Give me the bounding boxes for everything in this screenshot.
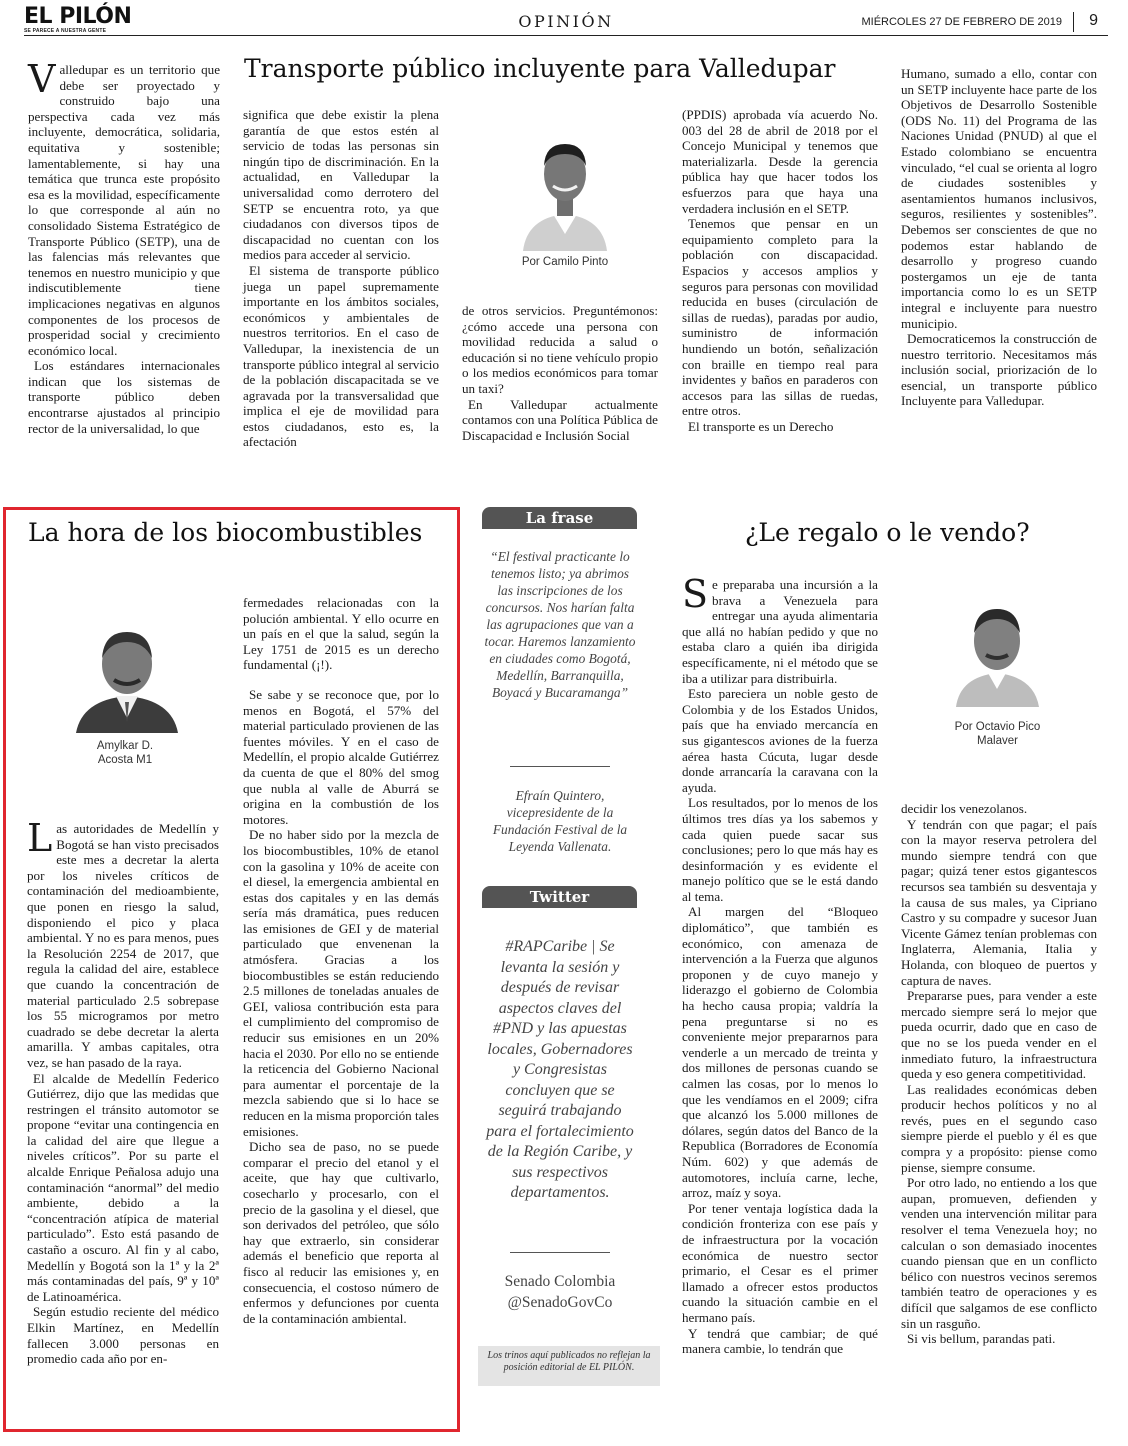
paragraph: Dicho sea de paso, no se puede comparar el precio del etanol y el aceite, que hay que cultivarlo, cosecharlo y procesarlo, con el precio de la gasolina y el diesel, que son derivados del petróleo, que sólo hay que extraerlo, sin considerar además el beneficio que reporta al fisco al reducir las emisiones y, en consecuencia, el costoso número de enfermos y defunciones por cuenta de la contaminación ambiental. xyxy=(243,1139,439,1326)
author-name-line2: Acosta M1 xyxy=(97,754,153,766)
paragraph: Si vis bellum, parandas pati. xyxy=(907,1331,1056,1347)
dropcap: S xyxy=(682,572,709,616)
paragraph: as autoridades de Medellín y Bogotá se han visto precisados este mes a decretar la alerta por los niveles críticos de contaminación del medioambiente, que ponen en riesgo la salud, disponiendo el pico y placa ambiental. Y no es para menos, pues la Resolución 2254 de 2017, que regula la calidad del aire, establece que cuando la concentración de material particulado 2.5 sobrepase los 55 microgramos por metro cuadrado se debe decretar la alerta amarilla. Y ambas capitales, otra vez, se han pasado de la raya. xyxy=(27,821,219,1070)
article3-column-1 xyxy=(682,572,878,1357)
featured-tweet: #RAPCaribe | Se levanta la sesión y después de revisar aspectos claves del #PND y las apuestas locales, Gobernadores y Congresistas concluyen que se seguirá trabajando para el fortalecimiento de la Región Caribe, y sus respectivos departamentos. xyxy=(486,938,634,1201)
paragraph: fermedades relacionadas con la polución ambiental. Y ello ocurre en un país en el que la salud, según la Ley 1751 de 2015 es un derecho fundamental (¡!). xyxy=(243,595,439,673)
paragraph: e preparaba una incursión a la brava a Venezuela para entregar una ayuda alimentaria que allá no habían pedido y que no estaba claro a quién iba dirigida específicamente, ni el método que se iba a utilizar para distribuirla. xyxy=(682,577,878,686)
paragraph: (PPDIS) aprobada vía acuerdo No. 003 del 28 de abril de 2018 por el Concejo Municipal y tenemos que materializarla. Desde la gerencia pública hay que hacer todos los esfuerzos para que haya una verdadera inclusión en el SETP. xyxy=(682,107,878,216)
paragraph: Y tendrá que cambiar; de qué manera cambie, lo tendrán que xyxy=(682,1325,878,1357)
paragraph: El alcalde de Medellín Federico Gutiérrez, dijo que las medidas que restringen el tránsito automotor se propone “evitar una contingencia en la calidad del aire que llegue a niveles críticos”. Por su parte el alcalde Enrique Peñalosa adujo una contaminación “anormal” del medio ambiente, debido a la “concentración atípica de material particulado”. Esto está pasando de castaño a oscuro. Al fin y al cabo, Medellín y Bogotá son la 1ª y la 2ª más contaminadas del país, 9ª y 10ª de Latinoamérica. xyxy=(27,1070,219,1304)
author-portrait-icon xyxy=(72,618,182,733)
featured-quote: “El festival practicante lo tenemos listo; ya abrimos las inscripciones de los concursos. Nos harían falta las agrupaciones que van a tocar. Haremos lanzamiento en ciudades como Bogotá, Medellín, Barranquilla, Boyacá y Bucaramanga” xyxy=(484,549,636,700)
author-photo-octavio-pico xyxy=(950,597,1045,707)
editorial-disclaimer: Los trinos aquí publicados no reflejan la posición editorial de EL PILÓN. xyxy=(478,1346,660,1386)
tweet-author: Senado Colombia xyxy=(504,1273,616,1290)
paragraph: El transporte es un Derecho xyxy=(688,418,834,434)
article1-column-5 xyxy=(901,66,1097,409)
paragraph: Según estudio reciente del médico Elkin Martínez, en Medellín fallecen 3.000 personas en promedio cada año por en- xyxy=(27,1304,219,1367)
author-name-line1: Por Octavio Pico xyxy=(954,721,1041,733)
article-title-biocombustibles: La hora de los biocombustibles xyxy=(28,518,423,547)
author-byline xyxy=(940,720,1055,748)
paragraph: Las realidades económicas deben producir hechos políticos y no al revés, pues en el segundo caso siempre pierde el pueblo y él es que compra y a propósito: piense como piense, siempre consume. xyxy=(901,1081,1097,1175)
paragraph: En Valledupar actualmente contamos con una Política Pública de Discapacidad e Inclusión Social xyxy=(462,396,658,443)
paragraph: Prepararse pues, para vender a este mercado siempre será lo mejor que pueda ocurrir, dado que en caso de que no se los pueda vender en el inmediato futuro, la infraestructura queda y eso genera competitividad. xyxy=(901,988,1097,1082)
tweet-handle: @SenadoGovCo xyxy=(507,1294,613,1311)
article1-column-1 xyxy=(28,57,220,436)
author-portrait-icon xyxy=(950,597,1045,707)
paragraph: Humano, sumado a ello, contar con un SETP incluyente hace parte de los Objetivos de Desarrollo Sostenible (ODS No. 11) del Programa de las Naciones Unidad (PNUD) al que el Estado colombiano se encuentra vinculado, “el cual se orienta al logro de ciudades sostenibles y asentamientos humanos inclusivos, seguros, resilientes y sostenibles”. Debemos ser conscientes de que no podemos estar hablando de desarrollo y progreso cuando postergamos un eje de tanta importancia como lo es un SETP integral e incluyente para nuestro municipio. xyxy=(901,66,1097,331)
paragraph: Tenemos que pensar en un equipamiento completo para la población con discapacidad. Espacios y accesos amplios y seguros para personas con movilidad reducida en buses (circulación de sillas de ruedas), paradas por audio, suministro de información hundiendo un botón, señalización con braille en tiempo real para invidentes y baños en paraderos con accesos para las sillas de ruedas, entre otros. xyxy=(682,216,878,419)
dropcap: V xyxy=(28,57,56,101)
paragraph: Al margen del “Bloqueo diplomático”, que también es económico, con amenaza de intervención a la Fuerza que algunos proponen y de cuyo manejo y liderazgo el gobierno de Colombia ha hecho causa propia; valdría la pena preguntarse si no es conveniente mejor prepararnos para venderle a un mercado de treinta y dos millones de personas cuando se calmen las cosas, por lo menos lo que les vendíamos en el 2009; cifra que alcanzó los 5.000 millones de dólares, según datos del Banco de la Republica (Borradores de Economía Núm. 602) y que además de automotores, incluía carne, leche, arroz, maíz y soya. xyxy=(682,904,878,1201)
article2-column-2 xyxy=(243,595,439,1326)
section-title: OPINIÓN xyxy=(518,12,614,31)
article2-column-1 xyxy=(27,816,219,1367)
logo-tagline: SE PARECE A NUESTRA GENTE xyxy=(24,28,107,34)
author-photo-camilo-pinto xyxy=(515,126,615,251)
paragraph: alledupar es un territorio que debe ser proyectado y construido bajo una perspectiva cada vez más incluyente, democrática, solidaria, equitativa y sostenible; lamentablemente, si hay una temática que trunca este propósito esa es la movilidad, específicamente lo que corresponde al aún no consolidado Sistema Estratégico de Transporte Público (SETP), una de las falencias más relevantes que tenemos en nuestro municipio y que indiscutiblemente tiene implicaciones negativas en algunos componentes de los procesos de prosperidad social y crecimiento económico local. xyxy=(28,62,220,358)
la-frase-heading: La frase xyxy=(482,507,637,529)
paragraph: significa que debe existir la plena garantía de que estos estén al servicio de todas las personas sin ningún tipo de discriminación. En la actualidad, en Valledupar la universalidad como derrotero del SETP se encuentra roto, ya que ciudadanos con diversos tipos de discapacidad no cuentan con los medios para acceder al servicio. xyxy=(243,107,439,263)
paragraph: Por otro lado, no entiendo a los que aupan, promueven, defienden y venden una intervención militar para resolver el tema Venezuela hoy; no calculan o son demasiado inocentes cuando piensan que en un conflicto bélico con nuestros vecinos seremos también teatro de operaciones y es difícil que salgamos de ese conflicto sin un rasguño. xyxy=(901,1175,1097,1331)
paragraph: Y tendrán con que pagar; el país con la mayor reserva petrolera del mundo siempre tendrá con que pagar; quizá tener estos gigantescos recursos sea también su desventaja y la causa de sus males, ya Cipriano Castro y su compadre y sucesor Juan Vicente Gámez tenían problemas con Inglaterra, Alemania, Italia y Holanda, con bloqueo de puertos y captura de naves. xyxy=(901,816,1097,988)
paragraph: El sistema de transporte público juega un papel supremamente importante en los ámbitos sociales, económicos y ambientales de nuestros territorios. En el caso de Valledupar, la inexistencia de un transporte público integral al servicio de la población discapacitada se ve agravada por la transversalidad que implica el eje de movilidad para estos ciudadanos, esto es, la afectación xyxy=(243,262,439,450)
article1-column-2 xyxy=(243,107,439,450)
article3-column-2 xyxy=(901,801,1097,1347)
page-number: 9 xyxy=(1089,12,1098,29)
author-portrait-icon xyxy=(515,126,615,251)
article-title-regalo: ¿Le regalo o le vendo? xyxy=(745,518,1030,547)
paragraph: Por tener ventaja logística dada la condición fronteriza con ese país y de infraestructura por la vocación económica de nuestro sector primario, el Cesar es el primer llamado a ofrecer estos productos cuando la situación cambie en el hermano país. xyxy=(682,1200,878,1325)
dropcap: L xyxy=(27,816,53,860)
paragraph: decidir los venezolanos. xyxy=(901,801,1028,816)
quote-attribution: Efraín Quintero, vicepresidente de la Fundación Festival de la Leyenda Vallenata. xyxy=(492,788,628,854)
paragraph: de otros servicios. Preguntémonos: ¿cómo accede una persona con movilidad reducida a salud o educación si no tiene vehículo propio o los medios económicos para tomar un taxi? xyxy=(462,303,658,396)
article-title-transporte: Transporte público incluyente para Valledupar xyxy=(244,54,836,83)
header-divider xyxy=(1073,12,1074,32)
paragraph: Los resultados, por lo menos de los últimos tres días ya los sabemos y cada quien puede sacar sus conclusiones; pero lo que más hay es desinformación y es evidente el manejo político que se le está dando al tema. xyxy=(682,795,878,904)
newspaper-logo: EL PILÓN xyxy=(24,4,132,29)
paragraph: De no haber sido por la mezcla de los biocombustibles, 10% de etanol con la gasolina y 10% de aceite con el diesel, la emergencia ambiental en estas dos capitales y en las demás sería más dramática, pues reducen las emisiones de GEI y de material particulado que envenenan la atmósfera. Gracias a los biocombustibles se están reduciendo 2.5 millones de toneladas anuales de GEI, valiosa contribución esta para el cumplimiento del compromiso de reducir sus emisiones en un 20% hacia el 2030. Por ello no se entiende la reticencia del Gobierno Nacional para aumentar el porcentaje de la mezcla sabiendo que si lo hace se reducen en la misma proporción tales emisiones. xyxy=(243,827,439,1139)
masthead xyxy=(24,6,1108,36)
author-photo-amylkar-acosta xyxy=(72,618,182,733)
twitter-heading: Twitter xyxy=(482,886,637,908)
issue-date: MIÉRCOLES 27 DE FEBRERO DE 2019 xyxy=(861,16,1062,28)
author-name-line2: Malaver xyxy=(977,735,1018,747)
paragraph: Se sabe y se reconoce que, por lo menos en Bogotá, el 57% del material particulado provienen de las fuentes móviles. Y en el caso de Medellín, el propio alcalde Gutiérrez da cuenta de que el 80% del smog que nubla al valle de Aburrá se origina en la combustión de los motores. xyxy=(243,686,439,827)
author-name-line1: Amylkar D. xyxy=(96,740,154,752)
paragraph: Democraticemos la construcción de nuestro territorio. Necesitamos más inclusión social, priorización de lo esencial, un transporte público Incluyente para Valledupar. xyxy=(901,331,1097,409)
article1-column-4 xyxy=(682,107,878,434)
divider xyxy=(510,766,610,767)
divider xyxy=(510,1252,610,1253)
author-byline xyxy=(70,739,180,767)
paragraph: Esto pareciera un noble gesto de Colombia y de los Estados Unidos, país que ha enviado mercancía en sus gigantescos aviones de la fuerza aérea hasta Cúcuta, lugar desde donde arrancaría la caravana con la ayuda. xyxy=(682,686,878,795)
author-byline: Por Camilo Pinto xyxy=(521,256,609,268)
article1-column-3 xyxy=(462,303,658,443)
paragraph: Los estándares internacionales indican que los sistemas de transporte público deben encontrarse ajustados al principio rector de la universalidad, lo que xyxy=(28,358,220,436)
